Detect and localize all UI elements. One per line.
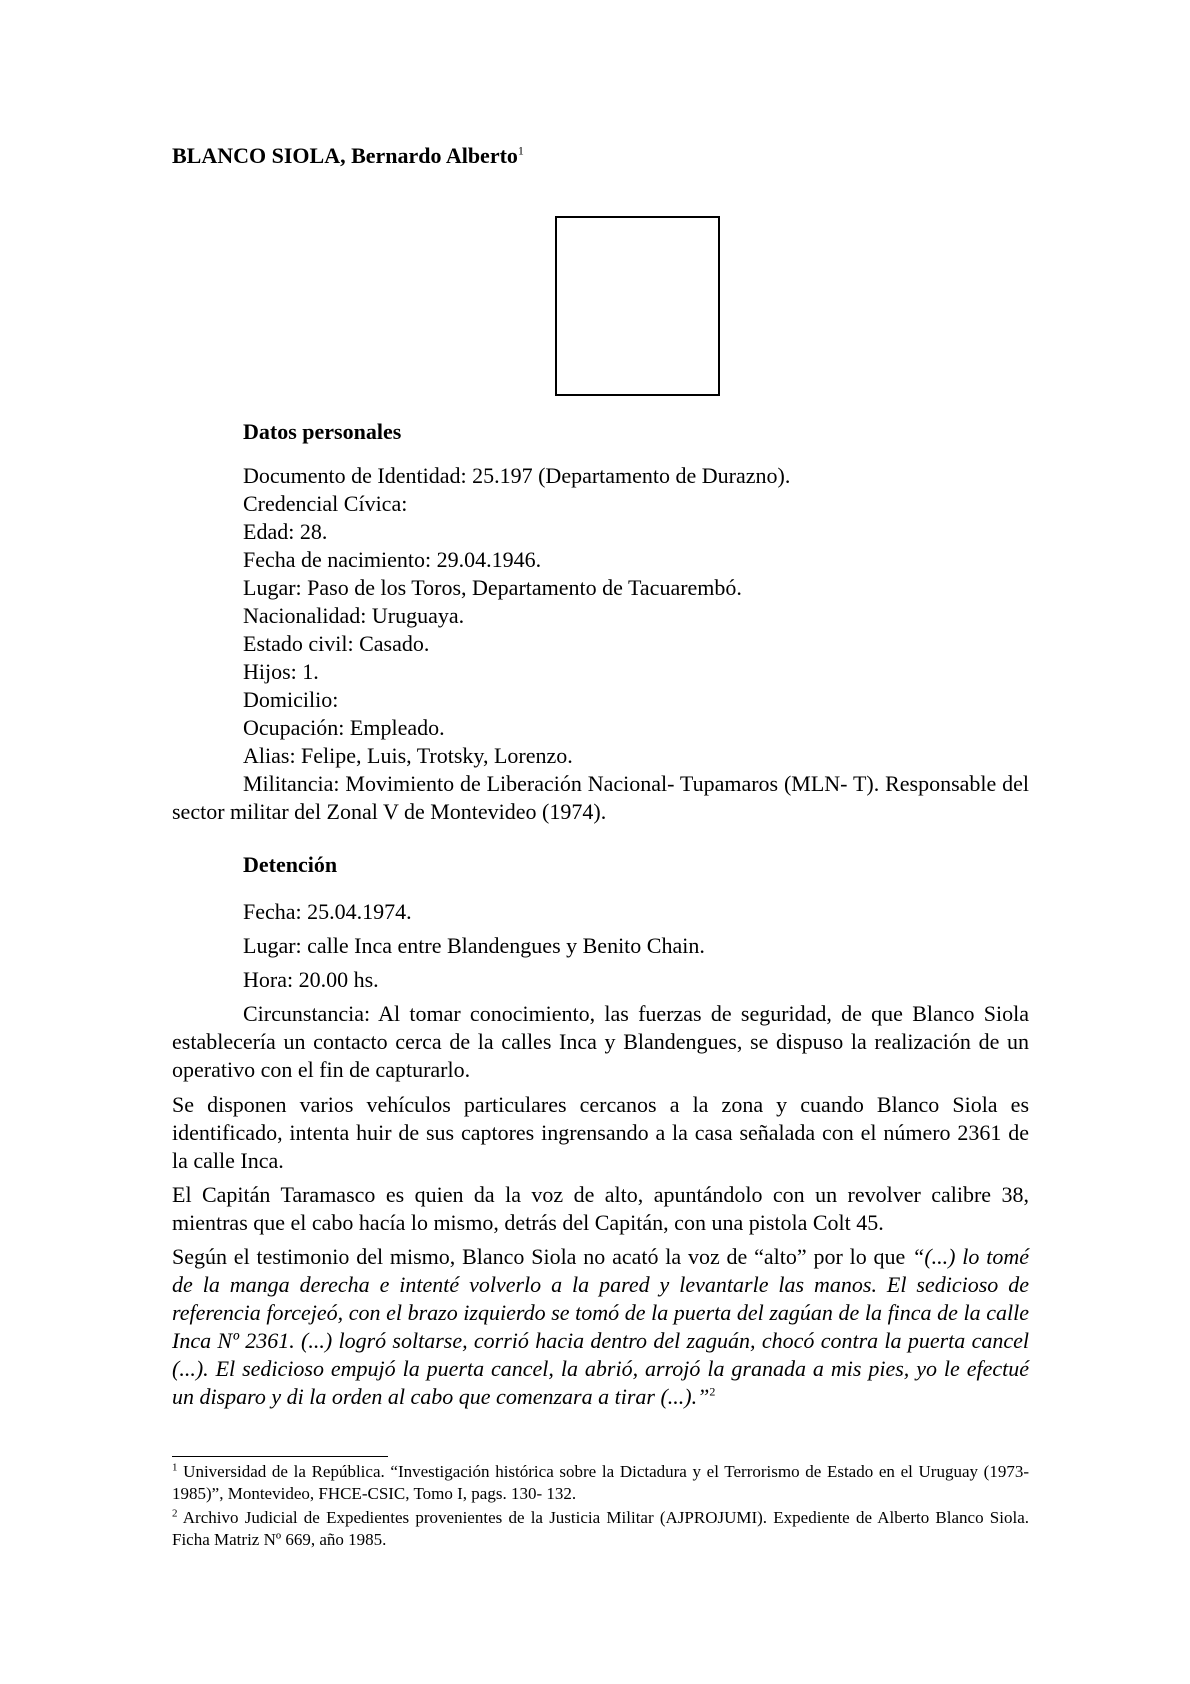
personal-line: Hijos: 1.	[243, 659, 319, 684]
personal-line: Fecha de nacimiento: 29.04.1946.	[243, 547, 542, 572]
footnote-text: Universidad de la República. “Investigación histórica sobre la Dictadura y el Terrorismo de Estado en el Uruguay (1973-1985)”, Montevideo, FHCE-CSIC, Tomo I, pags. 130- 132.	[172, 1462, 1029, 1503]
detention-date: Fecha: 25.04.1974.	[243, 899, 412, 924]
personal-line: Credencial Cívica:	[243, 491, 408, 516]
section-heading-detention: Detención	[243, 852, 338, 877]
footnote-ref-2: 2	[709, 1384, 716, 1399]
testimony-quote: “(...) lo tomé de la manga derecha e intenté volverlo a la pared y levantarle las manos. El sedicioso de referencia forcejeó, con el brazo izquierdo se tomó de la puerta del zagúan de la finca de la calle Inca Nº 2361. (...) logró soltarse, corrió hacia dentro del zaguán, chocó contra la puerta cancel (...). El sedicioso empujó la puerta cancel, la abrió, arrojó la granada a mis pies, yo le efectué un disparo y di la orden al cabo que comenzara a tirar (...).”	[172, 1244, 1029, 1409]
personal-line: Estado civil: Casado.	[243, 631, 430, 656]
footnote-separator	[172, 1456, 388, 1457]
document-title	[172, 143, 524, 169]
detention-paragraph-2: Se disponen varios vehículos particulares cercanos a la zona y cuando Blanco Siola es identificado, intenta huir de sus captores ingrensando a la casa señalada con el número 2361 de la calle Inca.	[172, 1092, 1029, 1173]
footnote-number: 2	[172, 1507, 178, 1520]
circumstance-paragraph: Circunstancia: Al tomar conocimiento, las fuerzas de seguridad, de que Blanco Siola establecería un contacto cerca de la calles Inca y Blandengues, se dispuso la realización de un operativo con el fin de capturarlo.	[172, 1001, 1029, 1082]
detention-time: Hora: 20.00 hs.	[243, 967, 379, 992]
footnote-2	[172, 1507, 1029, 1551]
militancia-paragraph: Militancia: Movimiento de Liberación Nacional- Tupamaros (MLN- T). Responsable del sector militar del Zonal V de Montevideo (1974).	[172, 771, 1029, 824]
detention-place: Lugar: calle Inca entre Blandengues y Benito Chain.	[243, 933, 705, 958]
personal-line: Ocupación: Empleado.	[243, 715, 445, 740]
testimony-paragraph	[172, 1243, 1029, 1411]
personal-line: Nacionalidad: Uruguaya.	[243, 603, 465, 628]
section-heading-personal: Datos personales	[243, 419, 402, 444]
personal-line: Edad: 28.	[243, 519, 328, 544]
personal-line: Lugar: Paso de los Toros, Departamento de Tacuarembó.	[243, 575, 742, 600]
personal-line: Documento de Identidad: 25.197 (Departamento de Durazno).	[243, 463, 791, 488]
footnote-text: Archivo Judicial de Expedientes provenientes de la Justicia Militar (AJPROJUMI). Expediente de Alberto Blanco Siola. Ficha Matriz Nº 669, año 1985.	[172, 1508, 1029, 1549]
person-name: BLANCO SIOLA, Bernardo Alberto	[172, 143, 518, 168]
personal-line: Domicilio:	[243, 687, 339, 712]
testimony-intro: Según el testimonio del mismo, Blanco Siola no acató la voz de “alto” por lo que	[172, 1244, 913, 1269]
footnote-ref-1: 1	[517, 143, 524, 158]
personal-line: Alias: Felipe, Luis, Trotsky, Lorenzo.	[243, 743, 573, 768]
detention-paragraph-3: El Capitán Taramasco es quien da la voz de alto, apuntándolo con un revolver calibre 38, mientras que el cabo hacía lo mismo, detrás del Capitán, con una pistola Colt 45.	[172, 1182, 1029, 1235]
photo-placeholder	[555, 216, 720, 396]
footnote-number: 1	[172, 1461, 178, 1474]
footnote-1	[172, 1461, 1029, 1505]
